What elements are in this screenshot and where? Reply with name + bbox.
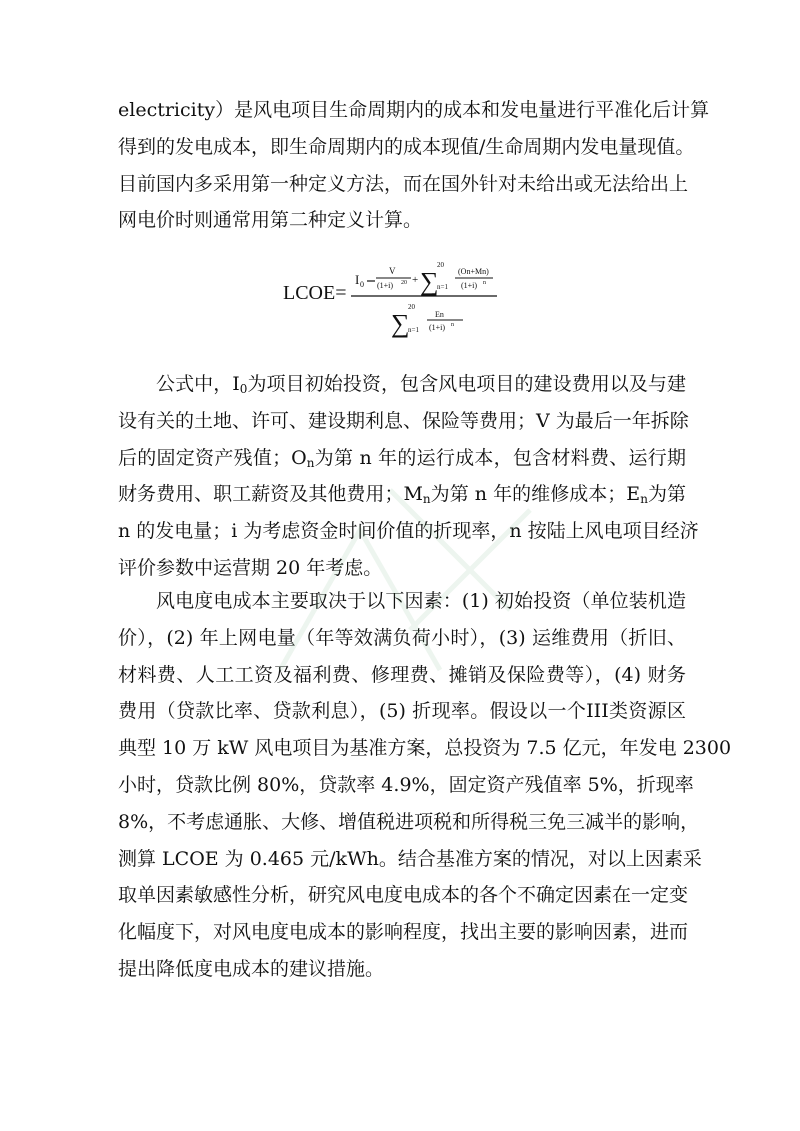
text-line: 网电价时则通常用第二种定义计算。 xyxy=(118,209,423,232)
formula-sum-den-exp: n xyxy=(483,280,486,286)
subscript: n xyxy=(306,455,315,470)
text-line: 风电度电成本主要取决于以下因素：(1) 初始投资（单位装机造 xyxy=(156,590,686,612)
text-line: 价），(2) 年上网电量（年等效满负荷小时），(3) 运维费用（折旧、 xyxy=(118,626,686,649)
subscript: n xyxy=(640,492,648,507)
text-line: 取单因素敏感性分析，研究风电度电成本的各个不确定因素在一定变 xyxy=(118,884,689,907)
text-line: 典型 10 万 kW 风电项目为基准方案，总投资为 7.5 亿元，年发电 2300 xyxy=(118,737,732,760)
formula-den-num: En xyxy=(435,310,444,319)
formula-lhs: LCOE= xyxy=(283,282,347,304)
formula-sum-top: 20 xyxy=(437,261,444,269)
watermark-stroke xyxy=(280,530,440,670)
formula-v-exp: 20 xyxy=(401,280,407,286)
formula-v: V xyxy=(389,266,396,276)
text-line: 材料费、人工工资及福利费、修理费、摊销及保险费等），(4) 财务 xyxy=(118,663,686,686)
text-run: 为第 xyxy=(647,483,686,506)
text-line: 小时，贷款比例 80%，贷款率 4.9%，固定资产残值率 5%，折现率 xyxy=(118,773,694,796)
text-line xyxy=(118,366,686,403)
text-run: 公式中，I xyxy=(156,373,240,395)
text-line: n 的发电量；i 为考虑资金时间价值的折现率，n 按陆上风电项目经济 xyxy=(118,520,699,543)
formula-den-den: (1+i) xyxy=(429,323,446,332)
text-line: 目前国内多采用第一种定义方法，而在国外针对未给出或无法给出上 xyxy=(118,172,689,195)
text-line: 测算 LCOE 为 0.465 元/kWh。结合基准方案的情况，对以上因素采 xyxy=(118,847,702,870)
formula-den-sum-symbol: ∑ xyxy=(391,309,410,338)
formula-plus: + xyxy=(412,274,419,286)
watermark-graphic xyxy=(250,430,550,730)
lcoe-formula xyxy=(283,252,543,344)
formula-sum-num: (On+Mn) xyxy=(458,267,489,276)
text-run: 为第 n 年的运行成本，包含材料费、运行期 xyxy=(314,446,686,469)
subscript: n xyxy=(422,492,431,507)
formula-sum-symbol: ∑ xyxy=(420,267,439,296)
formula-v-den: (1+i) xyxy=(377,281,394,290)
formula-den-sum-top: 20 xyxy=(408,303,415,311)
formula-sum-den: (1+i) xyxy=(461,281,478,290)
text-run: 后的固定资产残值；O xyxy=(118,446,307,469)
text-line: 得到的发电成本，即生命周期内的成本现值/生命周期内发电量现值。 xyxy=(118,135,695,158)
subscript: 0 xyxy=(239,382,248,396)
formula-i0-sub: 0 xyxy=(360,280,364,289)
text-line: 化幅度下，对风电度电成本的影响程度，找出主要的影响因素，进而 xyxy=(118,921,689,944)
text-line: 8%，不考虑通胀、大修、增值税进项税和所得税三免三减半的影响， xyxy=(118,810,700,833)
text-run: 为项目初始投资，包含风电项目的建设费用以及与建 xyxy=(247,373,686,395)
text-line: 提出降低度电成本的建议措施。 xyxy=(118,957,385,980)
text-line: 费用（贷款比率、贷款利息），(5) 折现率。假设以一个III类资源区 xyxy=(118,700,686,723)
text-line: 设有关的土地、许可、建设期利息、保险等费用；V 为最后一年拆除 xyxy=(118,409,689,432)
formula-i0: I xyxy=(355,272,360,287)
formula-expression xyxy=(283,252,543,344)
formula-sum-bottom: n=1 xyxy=(437,283,448,291)
text-run: 财务费用、职工薪资及其他费用；M xyxy=(118,483,423,506)
formula-den-den-exp: n xyxy=(451,322,454,328)
formula-den-sum-bottom: n=1 xyxy=(408,326,419,334)
paragraph-lcoe-definition xyxy=(118,92,710,239)
text-line: electricity）是风电项目生命周期内的成本和发电量进行平准化后计算 xyxy=(118,99,710,121)
text-line: 评价参数中运营期 20 年考虑。 xyxy=(118,556,383,579)
text-run: 为第 n 年的维修成本；E xyxy=(430,483,641,506)
